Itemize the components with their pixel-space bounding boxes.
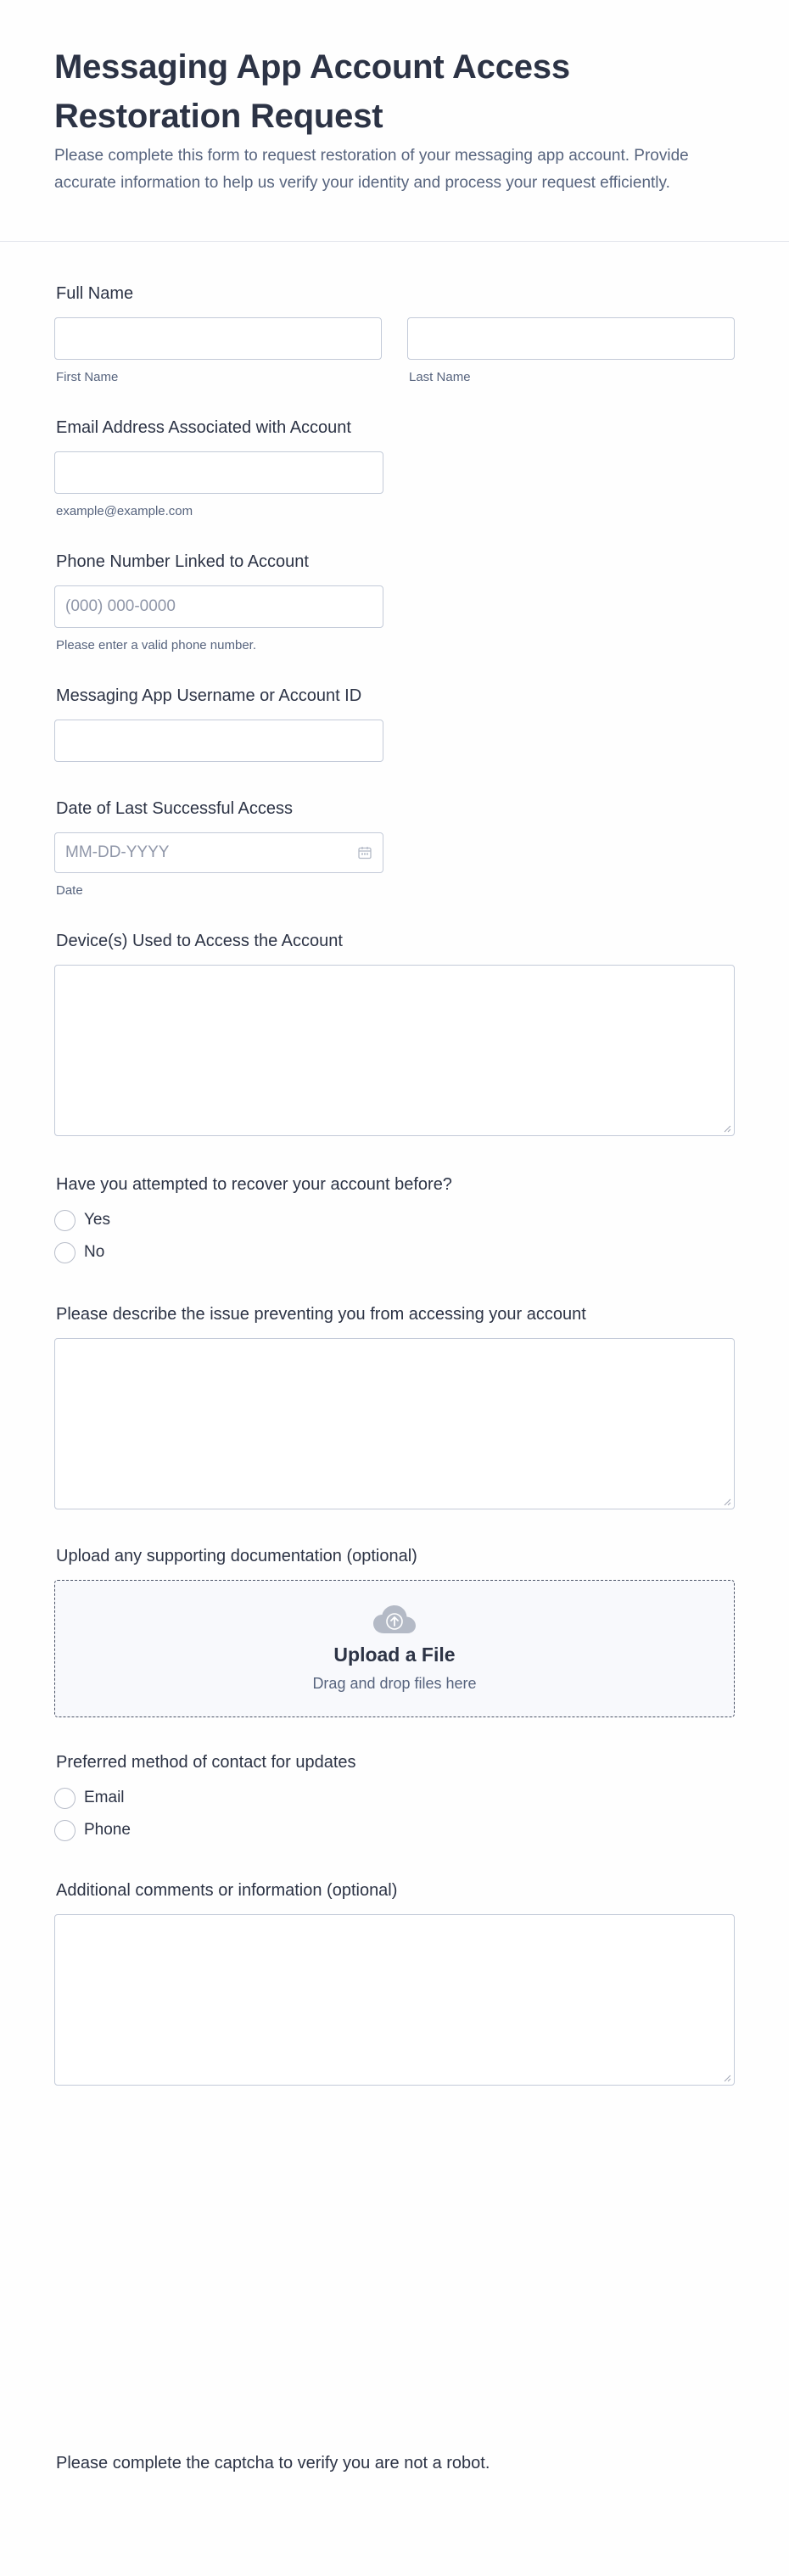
last-access-sublabel: Date <box>56 883 83 898</box>
option-label: Email <box>84 1789 125 1806</box>
issue-textarea[interactable] <box>54 1338 735 1509</box>
email-label: Email Address Associated with Account <box>56 418 351 437</box>
contact-label: Preferred method of contact for updates <box>56 1753 356 1772</box>
upload-field <box>54 1547 735 1717</box>
contact-option-email[interactable] <box>54 1786 735 1810</box>
issue-field <box>54 1305 735 1509</box>
first-name-input[interactable] <box>54 317 382 360</box>
upload-title: Upload a File <box>333 1644 456 1666</box>
first-name-sublabel: First Name <box>56 370 119 384</box>
comments-field <box>54 1881 735 2086</box>
captcha-label: Please complete the captcha to verify you are not a robot. <box>56 2454 490 2472</box>
option-label: Phone <box>84 1821 131 1839</box>
date-placeholder: MM-DD-YYYY <box>65 843 170 861</box>
last-access-field <box>54 799 735 898</box>
upload-label: Upload any supporting documentation (optional) <box>56 1547 417 1565</box>
phone-field <box>54 552 735 652</box>
page-description: Please complete this form to request restoration of your messaging app account. Provide accurate information to help us verify your identity and process your request efficiently. <box>54 147 689 192</box>
page-title: Messaging App Account Access Restoration Request <box>54 48 570 135</box>
calendar-icon[interactable] <box>357 845 372 860</box>
email-sublabel: example@example.com <box>56 504 193 518</box>
cloud-upload-icon <box>372 1604 417 1635</box>
radio-circle[interactable] <box>54 1820 76 1841</box>
full-name-label: Full Name <box>56 284 134 303</box>
option-label: Yes <box>84 1211 110 1229</box>
phone-input[interactable] <box>54 585 383 628</box>
attempted-option-yes[interactable] <box>54 1208 735 1232</box>
phone-placeholder: (000) 000-0000 <box>65 597 176 615</box>
devices-field <box>54 932 735 1136</box>
last-access-label: Date of Last Successful Access <box>56 799 294 818</box>
form-body <box>0 284 789 2473</box>
contact-option-phone[interactable] <box>54 1818 735 1842</box>
last-access-date-input[interactable] <box>54 832 383 873</box>
radio-circle[interactable] <box>54 1210 76 1231</box>
form-header <box>0 0 789 242</box>
resize-handle-icon[interactable] <box>724 2075 731 2082</box>
option-label: No <box>84 1243 105 1261</box>
contact-field <box>54 1753 735 1842</box>
attempted-option-no[interactable] <box>54 1240 735 1264</box>
upload-dropzone[interactable] <box>54 1580 735 1717</box>
username-field <box>54 686 735 762</box>
attempted-label: Have you attempted to recover your account before? <box>56 1175 452 1194</box>
username-input[interactable] <box>54 720 383 762</box>
resize-handle-icon[interactable] <box>724 1125 731 1133</box>
username-label: Messaging App Username or Account ID <box>56 686 362 705</box>
email-field <box>54 418 735 518</box>
devices-textarea[interactable] <box>54 965 735 1136</box>
captcha-field <box>54 2454 735 2473</box>
issue-label: Please describe the issue preventing you from accessing your account <box>56 1305 586 1324</box>
phone-sublabel: Please enter a valid phone number. <box>56 638 256 652</box>
radio-circle[interactable] <box>54 1242 76 1263</box>
full-name-field <box>54 284 735 384</box>
devices-label: Device(s) Used to Access the Account <box>56 932 343 950</box>
comments-label: Additional comments or information (optional) <box>56 1881 398 1900</box>
email-input[interactable] <box>54 451 383 494</box>
attempted-field <box>54 1175 735 1264</box>
last-name-sublabel: Last Name <box>409 370 471 384</box>
upload-hint: Drag and drop files here <box>312 1675 477 1692</box>
phone-label: Phone Number Linked to Account <box>56 552 309 571</box>
comments-textarea[interactable] <box>54 1914 735 2086</box>
radio-circle[interactable] <box>54 1788 76 1809</box>
resize-handle-icon[interactable] <box>724 1498 731 1506</box>
last-name-input[interactable] <box>407 317 735 360</box>
